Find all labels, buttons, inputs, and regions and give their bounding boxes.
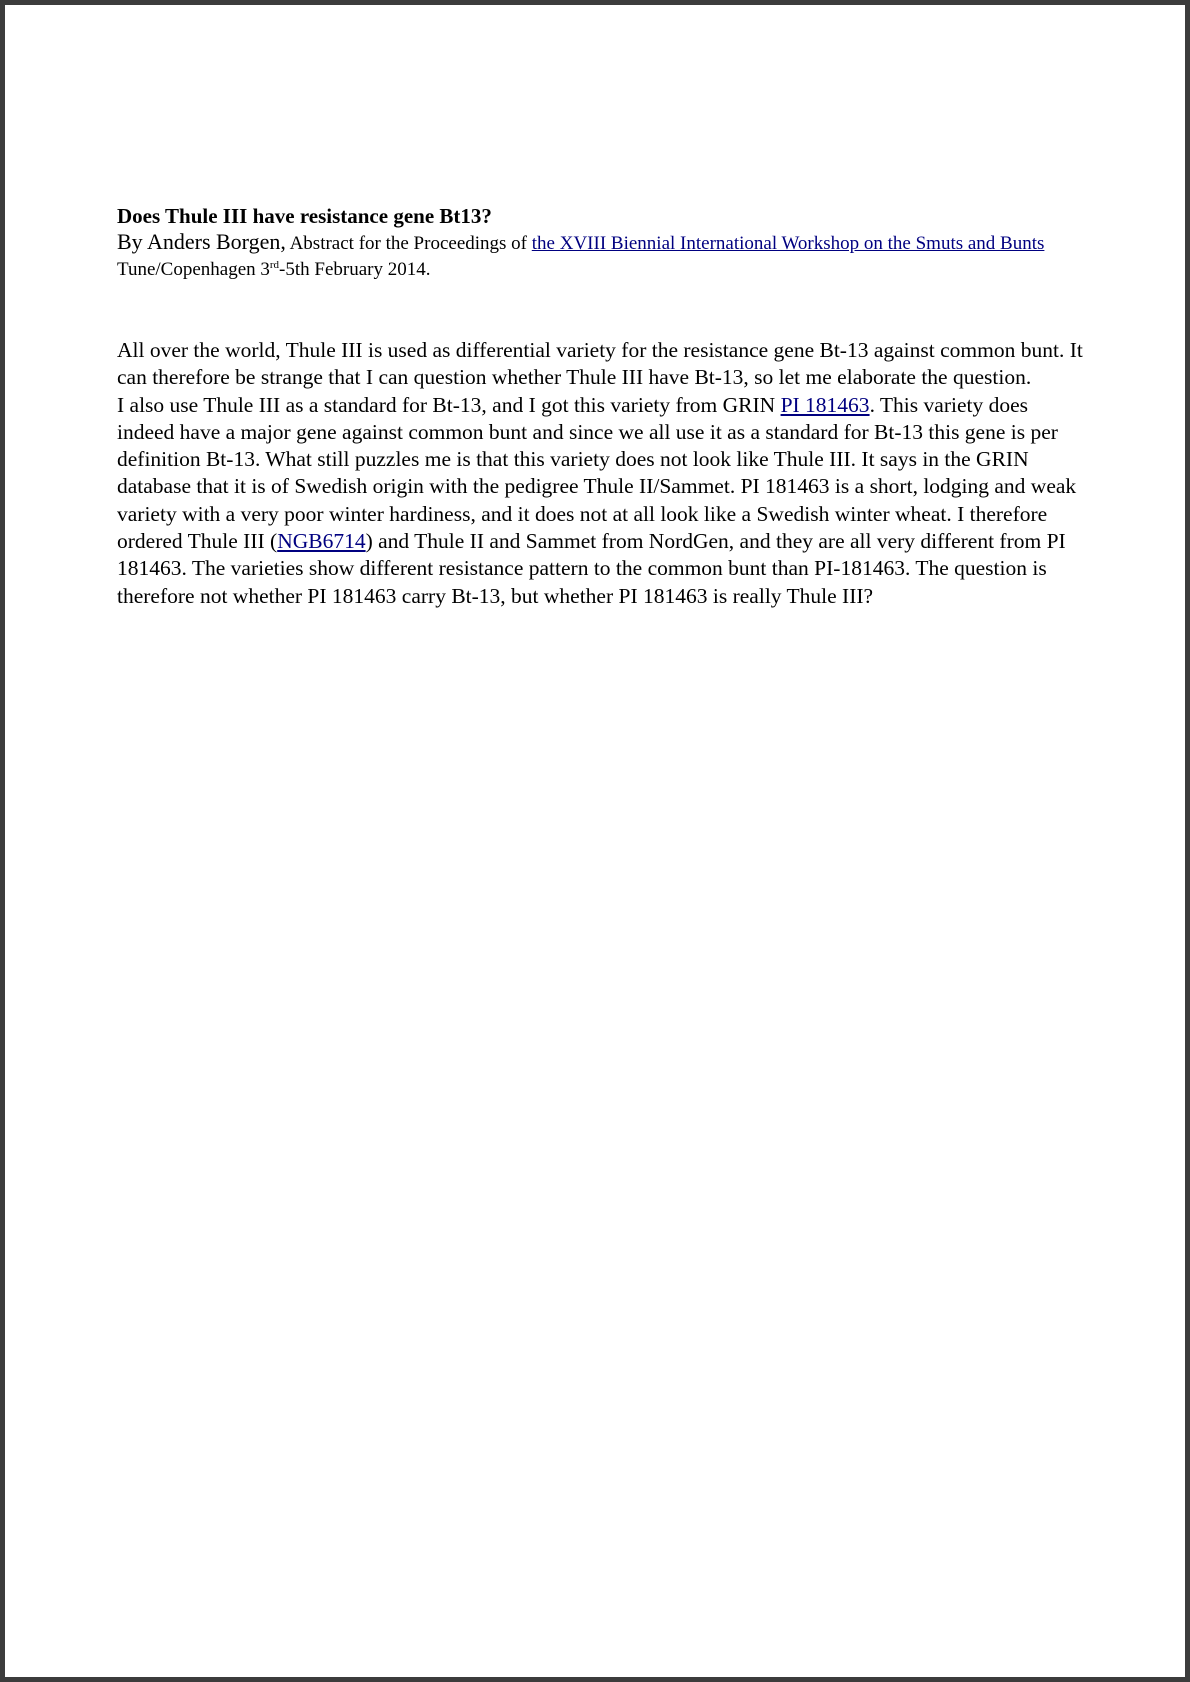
paragraph-intro: All over the world, Thule III is used as differential variety for the resistance gene Bt-13 against common bunt. It can therefore be strange that I can question whether Thule III have Bt-13, so let me elaborate the question. xyxy=(117,338,1083,390)
spacer xyxy=(117,283,1087,337)
byline-prefix: Abstract for the Proceedings of xyxy=(285,233,532,254)
date-superscript: rd xyxy=(269,259,280,271)
paragraph-body-part2: . This variety does indeed have a major gene against common bunt and since we all use it as a standard for Bt-13 this gene is per definition Bt-13. What still puzzles me is that this variety does not look like Thule III. It says in the GRIN database that it is of Swedish origin with the pedigree Thule II/Sammet. PI 181463 is a short, lodging and weak variety with a very poor winter hardiness, and it does not at all look like a Swedish winter wheat. I therefore ordered Thule III ( xyxy=(117,392,1077,554)
document-page xyxy=(5,5,1185,1677)
byline-dates: -5th February 2014. xyxy=(279,259,431,280)
workshop-link[interactable]: the XVIII Biennial International Workshop on the Smuts and Bunts xyxy=(531,233,1045,254)
nordgen-accession-link[interactable]: NGB6714 xyxy=(277,529,366,554)
paragraph-body-part1: I also use Thule III as a standard for Bt-13, and I got this variety from GRIN xyxy=(117,392,781,417)
document-title: Does Thule III have resistance gene Bt13? xyxy=(117,204,492,228)
paragraph-body xyxy=(117,392,1087,610)
document-content xyxy=(117,203,1087,610)
byline-location: Tune/Copenhagen 3 xyxy=(117,259,270,280)
byline xyxy=(117,229,1087,283)
grin-accession-link[interactable]: PI 181463 xyxy=(780,392,870,417)
author-name: By Anders Borgen, xyxy=(117,229,286,254)
paragraph-body-part3: ) and Thule II and Sammet from NordGen, and they are all very different from PI 181463. The varieties show different resistance pattern to the common bunt than PI-181463. The question is therefore not whether PI 181463 carry Bt-13, but whether PI 181463 is really Thule III? xyxy=(117,529,1066,608)
